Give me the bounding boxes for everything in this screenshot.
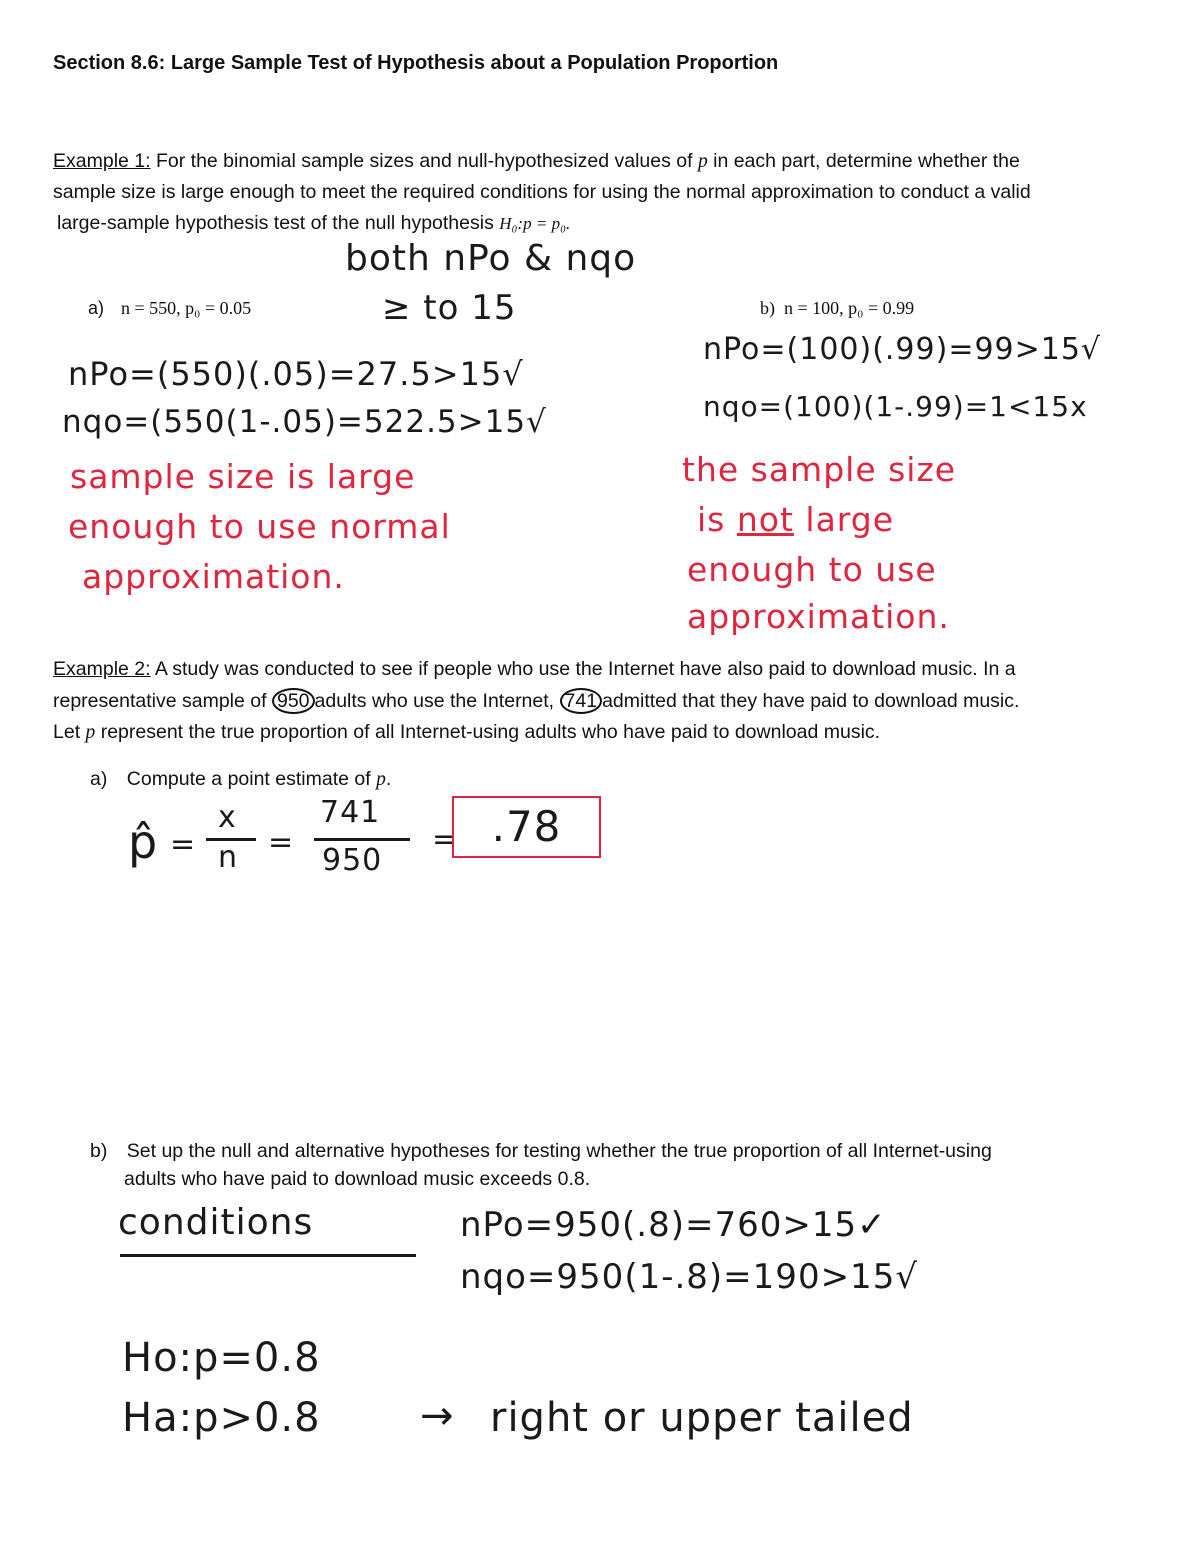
circled-count: 741	[560, 688, 603, 714]
hand-eq2: =	[268, 825, 295, 860]
example1-part-a: a) n = 550, p₀ = 0.05	[88, 298, 252, 318]
hand-n: n	[218, 840, 239, 875]
hand-a-calc1: nPo=(550)(.05)=27.5>15√	[68, 355, 524, 393]
example1-line3: large-sample hypothesis test of the null hypothesis H₀:p = p₀.	[57, 212, 571, 234]
example1-line1: Example 1: For the binomial sample sizes and null-hypothesized values of p in each part, determine whether the	[53, 150, 1020, 172]
page-title: Section 8.6: Large Sample Test of Hypothesis about a Population Proportion	[53, 52, 779, 74]
hand-a-calc2: nqo=(550(1-.05)=522.5>15√	[62, 404, 547, 440]
hand-a-conclusion1: sample size is large	[70, 457, 416, 496]
circled-sample-size: 950	[272, 688, 315, 714]
hand-tail: right or upper tailed	[490, 1395, 914, 1441]
example1-line2: sample size is large enough to meet the required conditions for using the normal approximation to conduct a valid	[53, 181, 1031, 203]
hand-b-calc2: nqo=(100)(1-.99)=1<15x	[703, 390, 1088, 423]
example2-label: Example 2:	[53, 658, 151, 680]
hand-note-line1: both nPo & nqo	[345, 238, 637, 279]
hand-cond2: nqo=950(1-.8)=190>15√	[460, 1257, 918, 1297]
hand-eq3: =	[432, 822, 459, 857]
example1-label: Example 1:	[53, 150, 151, 172]
hand-note-line2: ≥ to 15	[382, 288, 517, 328]
hand-b-conclusion3: enough to use	[687, 550, 937, 589]
hand-a-conclusion3: approximation.	[82, 557, 345, 596]
conditions-underline	[120, 1254, 416, 1257]
hand-ha: Ha:p>0.8	[122, 1395, 321, 1441]
example2-line2: representative sample of 950 adults who use the Internet, 741 admitted that they have paid to download music.	[53, 690, 1020, 712]
hand-phat: p̂	[128, 815, 159, 869]
hand-b-conclusion1: the sample size	[682, 450, 957, 489]
hand-b-conclusion2: is not large	[697, 500, 895, 539]
fraction-bar-2	[314, 838, 410, 841]
example1-part-b: b) n = 100, p₀ = 0.99	[760, 298, 915, 318]
hand-conditions-label: conditions	[118, 1202, 314, 1243]
hand-x: x	[218, 800, 237, 835]
hand-arrow: →	[420, 1393, 455, 1439]
example2-part-b-line2: adults who have paid to download music exceeds 0.8.	[124, 1168, 591, 1190]
boxed-answer: .78	[452, 796, 601, 858]
hand-denominator: 950	[322, 843, 383, 878]
hand-h0: Ho:p=0.8	[122, 1335, 321, 1381]
hand-b-calc1: nPo=(100)(.99)=99>15√	[703, 332, 1102, 367]
hand-numerator: 741	[320, 795, 381, 830]
example2-part-b-line1: b) Set up the null and alternative hypotheses for testing whether the true proportion of all Internet-using	[90, 1140, 992, 1162]
example2-part-a: a) Compute a point estimate of p.	[90, 768, 392, 790]
hand-eq1: =	[170, 827, 197, 862]
hand-b-conclusion4: approximation.	[687, 597, 950, 636]
hand-a-conclusion2: enough to use normal	[68, 507, 451, 546]
example2-line1: Example 2: A study was conducted to see if people who use the Internet have also paid to download music. In a	[53, 658, 1016, 680]
hand-cond1: nPo=950(.8)=760>15✓	[460, 1205, 887, 1245]
example2-line3: Let p represent the true proportion of all Internet-using adults who have paid to download music.	[53, 721, 881, 743]
